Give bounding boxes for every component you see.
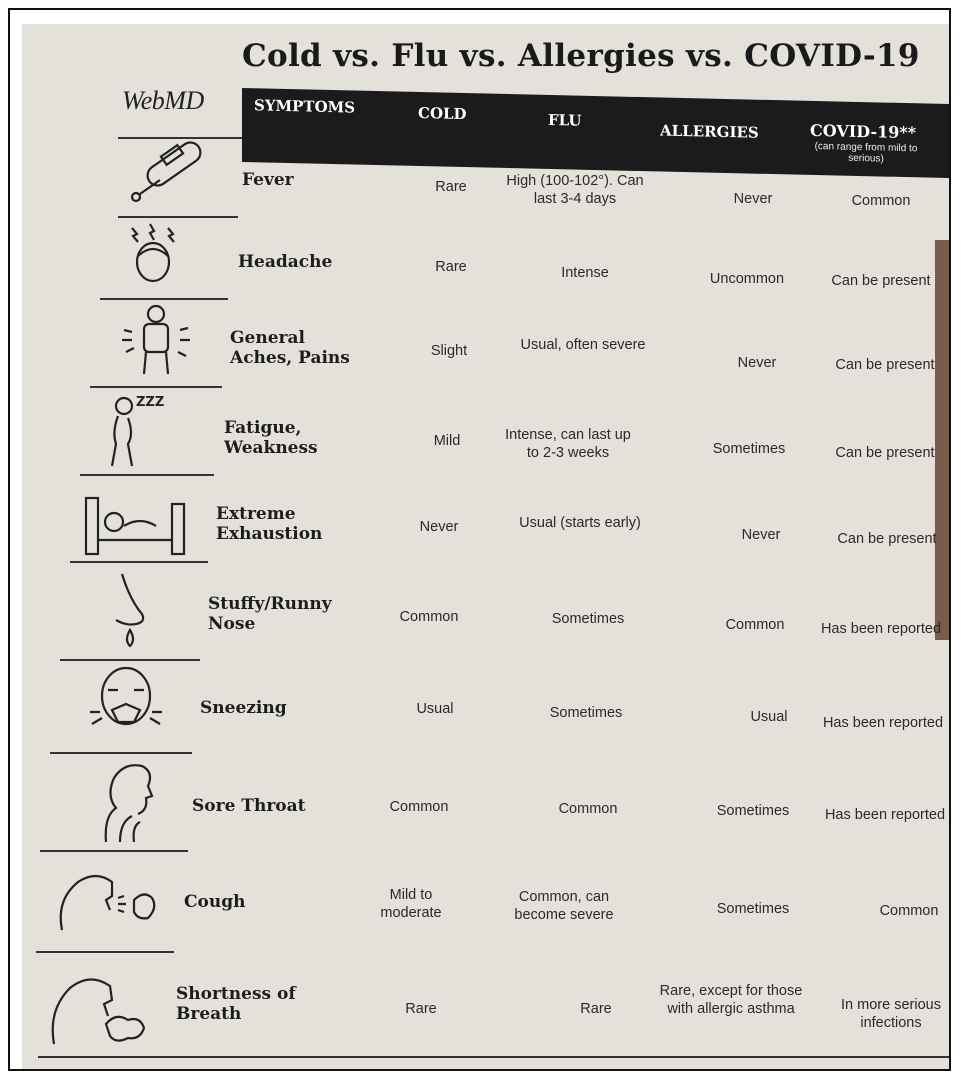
webmd-logo: WebMD: [122, 86, 204, 115]
covid-value: Common: [879, 903, 939, 919]
body-aches-icon: [116, 300, 196, 385]
allergies-value: Never: [737, 355, 777, 371]
cold-value: Never: [419, 519, 459, 535]
row-divider: [36, 951, 174, 953]
flu-value: High (100-102°). Can last 3-4 days: [506, 173, 644, 207]
flu-value: Common: [558, 801, 618, 817]
allergies-value: Common: [725, 617, 785, 633]
symptom-label: Fatigue, Weakness: [224, 418, 318, 458]
covid-value: In more serious infections: [841, 997, 941, 1031]
cold-value: Common: [389, 799, 449, 815]
flu-value: Sometimes: [549, 705, 623, 721]
page-title: Cold vs. Flu vs. Allergies vs. COVID-19: [242, 38, 920, 74]
flu-value: Intense: [561, 265, 609, 281]
symptom-label: Shortness of Breath: [176, 984, 296, 1024]
bed-icon: [80, 490, 190, 565]
document-frame: [8, 8, 951, 1071]
background-edge: [935, 240, 949, 640]
cold-value: Rare: [435, 259, 467, 275]
cough-icon: [48, 860, 168, 945]
row-divider: [118, 216, 238, 218]
allergies-value: Sometimes: [716, 901, 790, 917]
svg-text:ZZZ: ZZZ: [136, 395, 165, 410]
covid-value: Has been reported: [822, 715, 944, 731]
symptom-label: Sneezing: [200, 698, 287, 718]
covid-value: Can be present: [837, 531, 937, 547]
row-divider: [80, 474, 214, 476]
thermometer-icon: [122, 136, 212, 211]
header-covid: COVID-19**: [810, 120, 917, 143]
cold-value: Mild: [433, 433, 461, 449]
covid-value: Common: [851, 193, 911, 209]
symptom-label: Sore Throat: [192, 796, 306, 816]
covid-value: Can be present: [835, 445, 935, 461]
covid-value: Has been reported: [820, 621, 942, 637]
allergies-value: Usual: [750, 709, 788, 725]
covid-value: Can be present: [831, 273, 931, 289]
cold-value: Rare: [435, 179, 467, 195]
symptom-label: General Aches, Pains: [230, 328, 350, 368]
bottom-divider: [38, 1056, 951, 1058]
header-covid-note: (can range from mild to serious): [814, 140, 918, 165]
header-cold: COLD: [418, 103, 467, 124]
flu-value: Sometimes: [551, 611, 625, 627]
cold-value: Rare: [405, 1001, 437, 1017]
sneezing-icon: [76, 660, 176, 745]
header-symptoms: SYMPTOMS: [254, 96, 356, 117]
nose-icon: [102, 570, 162, 655]
symptom-label: Headache: [238, 252, 333, 272]
allergies-value: Never: [741, 527, 781, 543]
flu-value: Common, can become severe: [514, 889, 614, 923]
covid-value: Has been reported: [824, 807, 946, 823]
header-allergies: ALLERGIES: [660, 121, 759, 142]
row-divider: [50, 752, 192, 754]
breath-icon: [44, 960, 154, 1055]
headache-icon: [120, 222, 190, 297]
flu-value: Usual, often severe: [520, 337, 646, 353]
allergies-value: Sometimes: [716, 803, 790, 819]
allergies-value: Uncommon: [709, 271, 785, 287]
symptom-label: Fever: [242, 170, 294, 190]
flu-value: Usual (starts early): [519, 515, 641, 531]
symptom-label: Extreme Exhaustion: [216, 504, 323, 544]
row-divider: [70, 561, 208, 563]
flu-value: Rare: [580, 1001, 612, 1017]
symptom-label: Stuffy/Runny Nose: [208, 594, 332, 634]
allergies-value: Sometimes: [712, 441, 786, 457]
row-divider: [90, 386, 222, 388]
cold-value: Slight: [430, 343, 468, 359]
allergies-value: Rare, except for those with allergic asthma: [659, 983, 803, 1017]
covid-value: Can be present: [835, 357, 935, 373]
row-divider: [40, 850, 188, 852]
flu-value: Intense, can last up to 2-3 weeks: [505, 427, 631, 461]
allergies-value: Never: [733, 191, 773, 207]
header-flu: FLU: [548, 110, 582, 130]
cold-value: Mild to moderate: [380, 887, 442, 921]
cold-value: Usual: [416, 701, 454, 717]
symptom-label: Cough: [184, 892, 246, 912]
fatigue-icon: [94, 392, 174, 477]
cold-value: Common: [399, 609, 459, 625]
throat-icon: [76, 756, 166, 851]
